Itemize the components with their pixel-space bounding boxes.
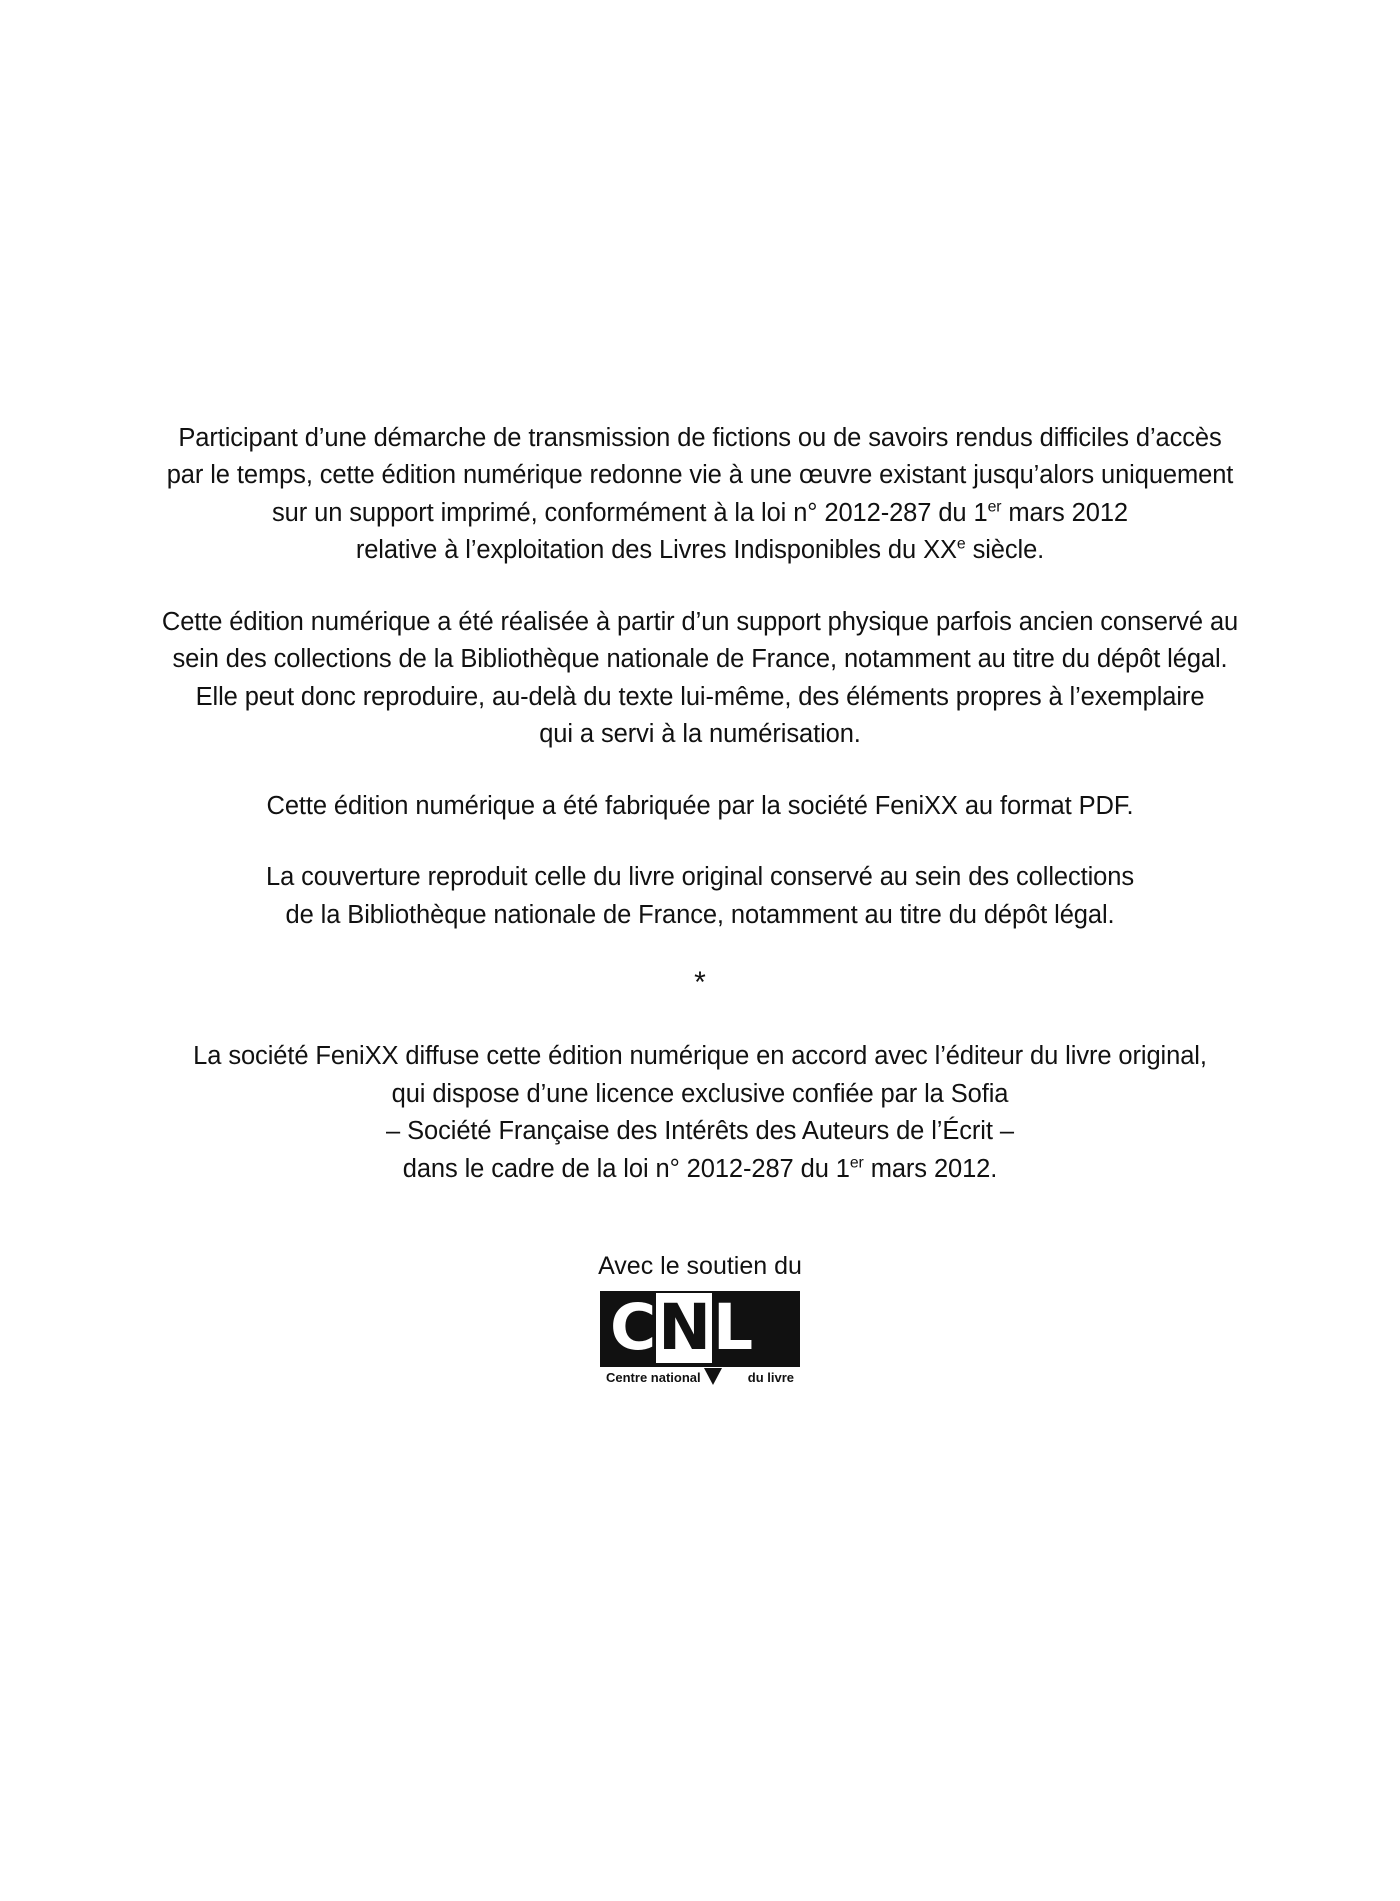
cnl-subtitle-right: du livre xyxy=(747,1370,794,1386)
paragraph-line: sur un support imprimé, conformément à la loi n° 2012-287 du 1er mars 2012 xyxy=(272,498,1128,527)
paragraph-diffusion xyxy=(120,1038,1280,1188)
cnl-logo-tick-icon xyxy=(704,1368,722,1385)
paragraph-line: de la Bibliothèque nationale de France, notamment au titre du dépôt légal. xyxy=(285,900,1115,929)
paragraph-line: Cette édition numérique a été réalisée à partir d’un support physique parfois ancien conservé au xyxy=(161,607,1239,636)
legal-notice-content xyxy=(120,420,1280,1394)
paragraph-line: par le temps, cette édition numérique redonne vie à une œuvre existant jusqu’alors uniquement xyxy=(166,461,1234,490)
paragraph-line: relative à l’exploitation des Livres Indisponibles du XXe siècle. xyxy=(355,535,1045,565)
support-logo-area xyxy=(120,1252,1280,1394)
paragraph-line: qui dispose d’une licence exclusive confiée par la Sofia xyxy=(391,1079,1009,1108)
section-separator-asterisk: * xyxy=(694,966,706,1000)
paragraph-line: La société FeniXX diffuse cette édition numérique en accord avec l’éditeur du livre original, xyxy=(193,1042,1207,1071)
paragraph-transmission xyxy=(120,420,1280,570)
paragraph-line: dans le cadre de la loi n° 2012-287 du 1er mars 2012. xyxy=(402,1154,998,1183)
paragraph-support-physique xyxy=(120,604,1280,754)
paragraph-line: La couverture reproduit celle du livre original conservé au sein des collections xyxy=(266,863,1134,892)
paragraph-fabrication xyxy=(120,788,1280,825)
paragraph-line: Elle peut donc reproduire, au-delà du texte lui-même, des éléments propres à l’exemplaire xyxy=(195,682,1205,711)
cnl-letter-n: N xyxy=(658,1291,710,1365)
paragraph-line: sein des collections de la Bibliothèque nationale de France, notamment au titre du dépôt légal. xyxy=(172,645,1228,674)
cnl-letter-l: L xyxy=(712,1291,753,1365)
cnl-subtitle-left: Centre national xyxy=(606,1370,701,1386)
paragraph-couverture xyxy=(120,859,1280,934)
cnl-logo xyxy=(600,1291,800,1389)
cnl-logo-letters xyxy=(610,1293,752,1363)
cnl-logo-subtitle xyxy=(600,1367,800,1389)
paragraph-line: qui a servi à la numérisation. xyxy=(539,720,861,749)
paragraph-line: Cette édition numérique a été fabriquée par la société FeniXX au format PDF. xyxy=(266,791,1134,820)
paragraph-line: Participant d’une démarche de transmission de fictions ou de savoirs rendus difficiles d’accès xyxy=(178,424,1222,452)
cnl-letter-c: C xyxy=(610,1291,656,1365)
logo-caption: Avec le soutien du xyxy=(598,1252,802,1281)
paragraph-line: – Société Française des Intérêts des Auteurs de l’Écrit – xyxy=(386,1117,1014,1146)
